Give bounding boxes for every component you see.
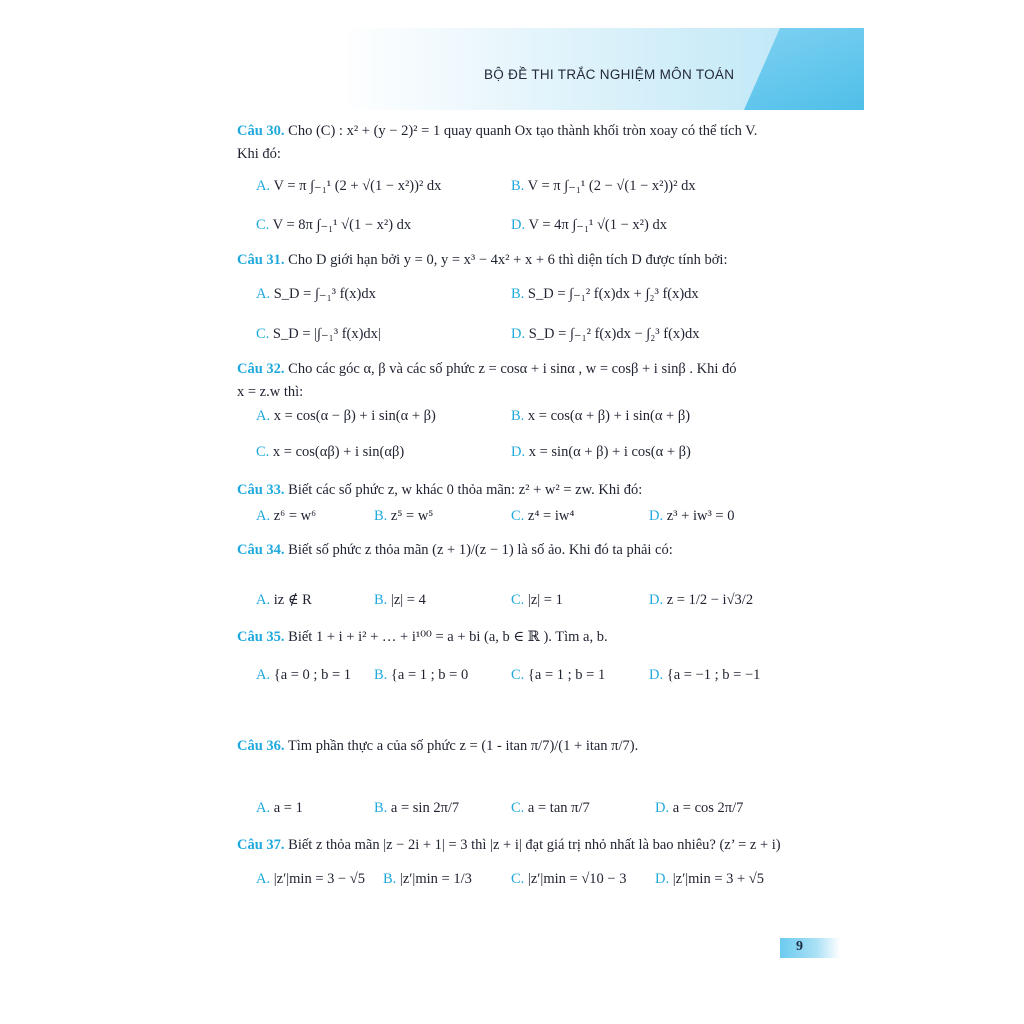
option-text: iz ∉ R — [273, 592, 312, 608]
answer-option — [649, 591, 753, 609]
question-text: Cho D giới hạn bởi y = 0, y = x³ − 4x² + x + 6 thì diện tích D được tính bởi: — [288, 252, 728, 268]
question-label: Câu 33. — [237, 482, 285, 498]
option-letter: D. — [655, 800, 670, 816]
option-text: V = π ∫₋₁¹ (2 − √(1 − x²))² dx — [527, 178, 696, 194]
option-text: {a = 1 ; b = 0 — [390, 667, 469, 683]
answer-option — [511, 799, 590, 817]
option-letter: A. — [256, 592, 271, 608]
option-letter: B. — [511, 408, 525, 424]
option-text: |z′|min = √10 − 3 — [527, 871, 627, 887]
option-letter: C. — [256, 326, 270, 342]
option-letter: A. — [256, 178, 271, 194]
page-number-box — [780, 938, 840, 958]
option-text: a = cos 2π/7 — [672, 800, 744, 816]
option-text: |z′|min = 3 + √5 — [672, 871, 765, 887]
question-label: Câu 31. — [237, 252, 285, 268]
question-stem — [237, 360, 737, 378]
question-text: Biết 1 + i + i² + … + i¹⁰⁰ = a + bi (a, b ∈ ℝ ). Tìm a, b. — [288, 629, 608, 645]
question-stem — [237, 628, 608, 646]
option-text: V = π ∫₋₁¹ (2 + √(1 − x²))² dx — [273, 178, 442, 194]
answer-option — [256, 591, 312, 609]
option-letter: D. — [511, 444, 526, 460]
option-letter: D. — [649, 667, 664, 683]
answer-option — [649, 666, 760, 684]
option-letter: A. — [256, 508, 271, 524]
answer-option — [374, 591, 426, 609]
question-text: Biết các số phức z, w khác 0 thỏa mãn: z² + w² = zw. Khi đó: — [288, 482, 643, 498]
option-text: a = tan π/7 — [527, 800, 590, 816]
answer-option — [655, 870, 764, 888]
question-label: Câu 34. — [237, 542, 285, 558]
option-text: x = cos(αβ) + i sin(αβ) — [272, 444, 405, 460]
option-letter: D. — [511, 217, 526, 233]
option-letter: A. — [256, 667, 271, 683]
answer-option — [256, 407, 436, 425]
answer-option — [511, 407, 690, 425]
option-text: V = 8π ∫₋₁¹ √(1 − x²) dx — [272, 217, 412, 233]
answer-option — [256, 666, 351, 684]
question-stem-continued: Khi đó: — [237, 146, 281, 162]
option-letter: D. — [649, 508, 664, 524]
answer-option — [511, 666, 605, 684]
answer-option — [511, 443, 691, 461]
question-label: Câu 30. — [237, 123, 285, 139]
option-text: |z| = 1 — [527, 592, 563, 608]
question-label: Câu 36. — [237, 738, 285, 754]
option-letter: D. — [649, 592, 664, 608]
option-text: |z′|min = 1/3 — [399, 871, 472, 887]
answer-option — [374, 507, 433, 525]
option-text: {a = 0 ; b = 1 — [273, 667, 352, 683]
answer-option — [374, 666, 468, 684]
option-letter: C. — [511, 871, 525, 887]
option-text: S_D = |∫₋₁³ f(x)dx| — [272, 326, 381, 342]
question-label: Câu 32. — [237, 361, 285, 377]
option-letter: A. — [256, 871, 271, 887]
option-text: a = 1 — [273, 800, 303, 816]
question-stem — [237, 251, 727, 269]
answer-option — [256, 285, 376, 303]
option-letter: B. — [511, 178, 525, 194]
option-letter: C. — [256, 217, 270, 233]
answer-option — [256, 216, 411, 234]
answer-option — [649, 507, 734, 525]
option-letter: A. — [256, 800, 271, 816]
option-text: z⁵ = w⁵ — [390, 508, 434, 524]
option-text: x = sin(α + β) + i cos(α + β) — [528, 444, 691, 460]
option-letter: B. — [374, 508, 388, 524]
option-text: V = 4π ∫₋₁¹ √(1 − x²) dx — [528, 217, 667, 233]
question-text: Cho các góc α, β và các số phức z = cosα + i sinα , w = cosβ + i sinβ . Khi đó — [288, 361, 737, 377]
option-text: z⁴ = iw⁴ — [527, 508, 575, 524]
option-text: S_D = ∫₋₁² f(x)dx − ∫₂³ f(x)dx — [528, 326, 700, 342]
answer-option — [511, 870, 626, 888]
answer-option — [511, 285, 699, 303]
option-letter: A. — [256, 286, 271, 302]
question-label: Câu 37. — [237, 837, 285, 853]
option-text: a = sin 2π/7 — [390, 800, 460, 816]
answer-option — [511, 177, 696, 195]
option-text: {a = 1 ; b = 1 — [527, 667, 606, 683]
option-text: z³ + iw³ = 0 — [666, 508, 735, 524]
answer-option — [374, 799, 459, 817]
question-text: Biết số phức z thỏa mãn (z + 1)/(z − 1) là số ảo. Khi đó ta phải có: — [288, 542, 673, 558]
option-letter: B. — [374, 667, 388, 683]
question-stem — [237, 836, 781, 854]
answer-option — [511, 216, 667, 234]
option-text: S_D = ∫₋₁³ f(x)dx — [273, 286, 376, 302]
question-text: Tìm phần thực a của số phức z = (1 - itan π/7)/(1 + itan π/7). — [287, 738, 639, 754]
option-text: z = 1/2 − i√3/2 — [666, 592, 754, 608]
option-letter: B. — [374, 592, 388, 608]
answer-option — [511, 325, 700, 343]
page-number: 9 — [796, 939, 803, 954]
option-letter: D. — [655, 871, 670, 887]
answer-option — [383, 870, 472, 888]
answer-option — [256, 799, 303, 817]
answer-option — [256, 325, 381, 343]
option-letter: C. — [511, 508, 525, 524]
answer-option — [511, 507, 574, 525]
option-letter: B. — [374, 800, 388, 816]
answer-option — [256, 177, 441, 195]
option-letter: D. — [511, 326, 526, 342]
option-text: x = cos(α − β) + i sin(α + β) — [273, 408, 436, 424]
header-title: BỘ ĐỀ THI TRẮC NGHIỆM MÔN TOÁN — [484, 67, 735, 82]
question-text: Cho (C) : x² + (y − 2)² = 1 quay quanh Ox tạo thành khối tròn xoay có thể tích V. — [288, 123, 758, 139]
option-letter: C. — [511, 667, 525, 683]
option-letter: B. — [383, 871, 397, 887]
question-stem — [237, 541, 673, 559]
question-label: Câu 35. — [237, 629, 285, 645]
answer-option — [256, 870, 365, 888]
option-text: |z| = 4 — [390, 592, 426, 608]
answer-option — [655, 799, 743, 817]
answer-option — [256, 507, 316, 525]
answer-option — [511, 591, 563, 609]
option-text: |z′|min = 3 − √5 — [273, 871, 366, 887]
question-stem-continued: x = z.w thì: — [237, 384, 304, 400]
option-text: x = cos(α + β) + i sin(α + β) — [527, 408, 691, 424]
question-text: Biết z thỏa mãn |z − 2i + 1| = 3 thì |z + i| đạt giá trị nhỏ nhất là bao nhiêu? (z’ = z + i) — [288, 837, 781, 853]
option-letter: B. — [511, 286, 525, 302]
question-stem — [237, 737, 638, 755]
question-stem — [237, 122, 757, 140]
option-text: z⁶ = w⁶ — [273, 508, 317, 524]
option-letter: C. — [511, 592, 525, 608]
option-letter: C. — [511, 800, 525, 816]
answer-option — [256, 443, 404, 461]
question-stem — [237, 481, 642, 499]
option-text: S_D = ∫₋₁² f(x)dx + ∫₂³ f(x)dx — [527, 286, 699, 302]
option-text: {a = −1 ; b = −1 — [666, 667, 761, 683]
option-letter: C. — [256, 444, 270, 460]
option-letter: A. — [256, 408, 271, 424]
